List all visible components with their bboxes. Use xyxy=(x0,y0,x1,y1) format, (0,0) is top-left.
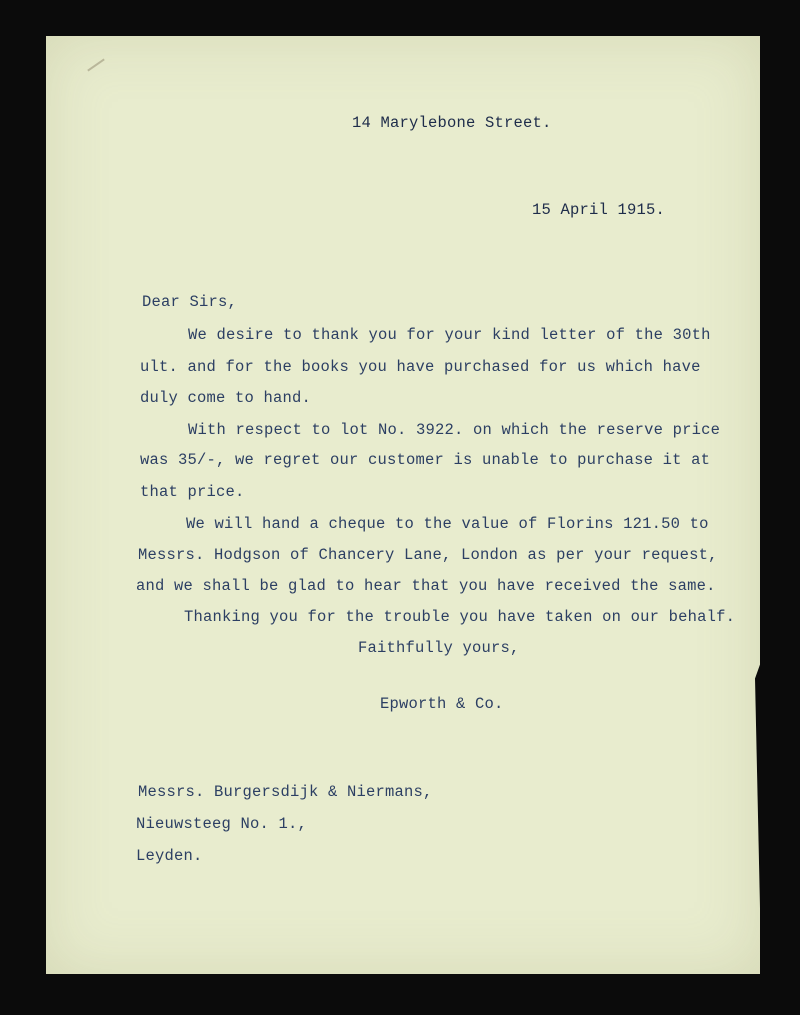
body-line: that price. xyxy=(140,483,245,501)
signature: Epworth & Co. xyxy=(380,695,504,713)
sender-address: 14 Marylebone Street. xyxy=(352,114,552,132)
body-line: Thanking you for the trouble you have taken on our behalf. xyxy=(184,608,736,626)
body-line: We will hand a cheque to the value of Florins 121.50 to xyxy=(186,515,709,533)
body-line: Messrs. Hodgson of Chancery Lane, London as per your request, xyxy=(138,546,718,564)
letter-date: 15 April 1915. xyxy=(532,201,666,219)
recipient-line: Leyden. xyxy=(136,847,203,865)
body-line: duly come to hand. xyxy=(140,389,312,407)
recipient-line: Nieuwsteeg No. 1., xyxy=(136,815,308,833)
body-line: was 35/-, we regret our customer is unable to purchase it at xyxy=(140,451,711,469)
closing: Faithfully yours, xyxy=(358,639,520,657)
body-line: With respect to lot No. 3922. on which the reserve price xyxy=(188,421,721,439)
body-line: We desire to thank you for your kind letter of the 30th xyxy=(188,326,711,344)
salutation: Dear Sirs, xyxy=(142,293,238,311)
body-line: ult. and for the books you have purchased for us which have xyxy=(140,358,701,376)
body-line: and we shall be glad to hear that you have received the same. xyxy=(136,577,716,595)
recipient-line: Messrs. Burgersdijk & Niermans, xyxy=(138,783,433,801)
